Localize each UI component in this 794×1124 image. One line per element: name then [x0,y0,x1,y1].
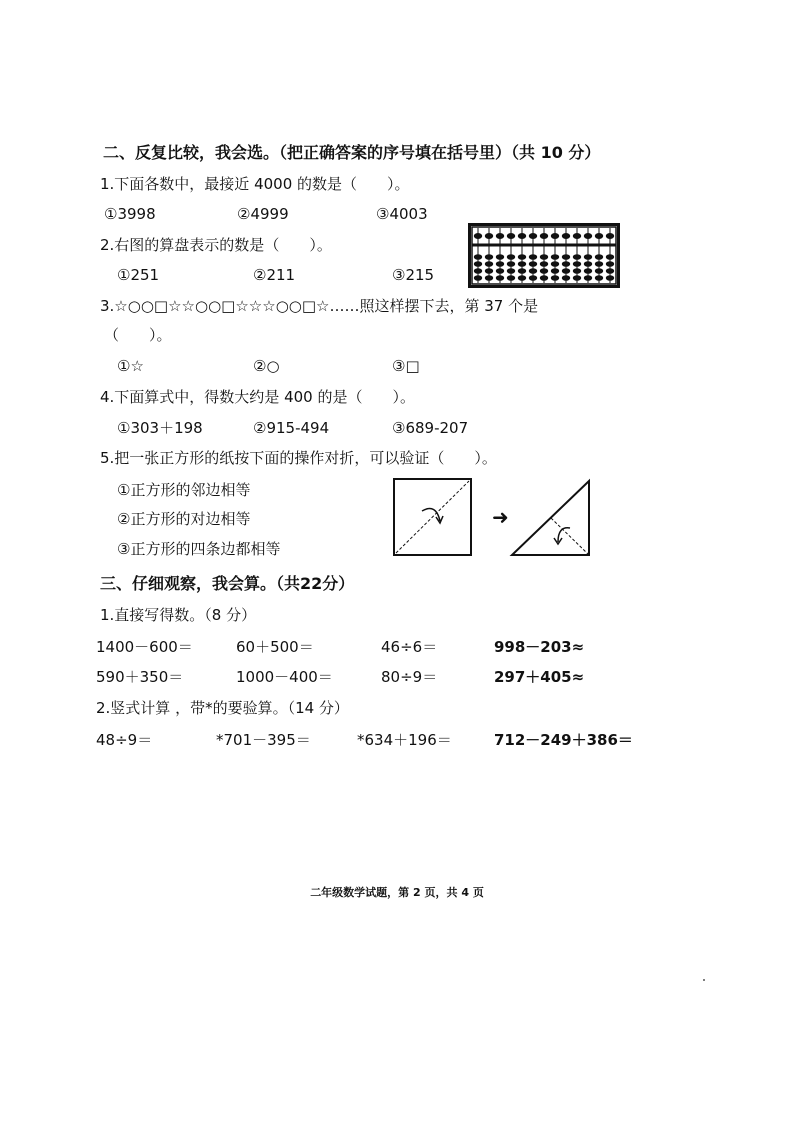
abacus-bead [540,233,548,239]
q4-option-3: ③689-207 [392,419,469,437]
abacus-bead [485,275,493,281]
abacus-bead [496,254,504,260]
abacus-bead [518,254,526,260]
abacus-bead [595,254,603,260]
abacus-bead [485,268,493,274]
abacus-bead [507,261,515,267]
abacus-bead [474,268,482,274]
abacus-bead [551,275,559,281]
abacus-bead [540,268,548,274]
abacus-bead [496,268,504,274]
abacus-bead [595,261,603,267]
q2-option-1: ①251 [117,266,160,284]
abacus-bead [485,233,493,239]
abacus-bead [496,275,504,281]
abacus-image [468,223,620,288]
abacus-bead [584,233,592,239]
vertical-calc-item3: *634＋196＝ [357,731,452,749]
vertical-calc-item1: 48÷9＝ [96,731,153,749]
abacus-bead [518,261,526,267]
q2-stem: 2.右图的算盘表示的数是（ ）。 [100,236,332,254]
abacus-bead [606,275,614,281]
abacus-bead [518,275,526,281]
calc-row1-item4: 998－203≈ [494,638,585,656]
abacus-bead [562,268,570,274]
abacus-bead [573,254,581,260]
q3-stem-line1: 3.☆○○□☆☆○○□☆☆☆○○□☆……照这样摆下去，第 37 个是 [100,297,539,315]
abacus-bead [562,275,570,281]
calc-row1-item2: 60＋500＝ [236,638,314,656]
abacus-bead [551,261,559,267]
abacus-bead [551,233,559,239]
abacus-bead [540,254,548,260]
section3-heading: 三、仔细观察，我会算。（共22分） [100,574,355,593]
abacus-bead [584,268,592,274]
speck [703,979,705,981]
abacus-bead [573,233,581,239]
calc-row1-item3: 46÷6＝ [381,638,438,656]
abacus-bead [573,275,581,281]
abacus-bead [606,268,614,274]
abacus-bead [540,275,548,281]
abacus-bead [474,233,482,239]
abacus-bead [606,261,614,267]
abacus-bead [529,268,537,274]
abacus-bead [496,233,504,239]
abacus-bead [562,233,570,239]
abacus-bead [595,275,603,281]
abacus-bead [595,233,603,239]
calc-row2-item1: 590＋350＝ [96,668,184,686]
q1-stem: 1.下面各数中，最接近 4000 的数是（ ）。 [100,175,410,193]
arrow-right-icon: ➜ [492,505,509,529]
abacus-bead [474,275,482,281]
abacus-bead [573,261,581,267]
abacus-bead [551,268,559,274]
abacus-bead [507,254,515,260]
abacus-bead [606,233,614,239]
vertical-calc-item4: 712－249＋386＝ [494,731,633,749]
q3-option-2: ②○ [253,357,280,375]
q4-option-2: ②915-494 [253,419,330,437]
vertical-calc-item2: *701－395＝ [216,731,311,749]
abacus-bead [496,261,504,267]
square-fold-diagram [392,477,474,557]
abacus-bead [474,254,482,260]
triangle-fold-diagram [508,478,592,558]
q5-stem: 5.把一张正方形的纸按下面的操作对折，可以验证（ ）。 [100,449,497,467]
calc-row2-item2: 1000－400＝ [236,668,333,686]
page-footer: 二年级数学试题，第 2 页，共 4 页 [310,886,484,899]
section3-part2-title: 2.竖式计算 ，带*的要验算。（14 分） [96,699,349,717]
abacus-bead [485,261,493,267]
abacus-bead [529,261,537,267]
q3-option-1: ①☆ [117,357,144,375]
calc-row2-item4: 297＋405≈ [494,668,585,686]
calc-row2-item3: 80÷9＝ [381,668,438,686]
abacus-bead [507,268,515,274]
abacus-bead [606,254,614,260]
section2-heading: 二、反复比较，我会选。（把正确答案的序号填在括号里）（共 10 分） [103,143,601,162]
section3-part1-title: 1.直接写得数。（8 分） [100,606,257,624]
abacus-bead [529,254,537,260]
q1-option-3: ③4003 [376,205,428,223]
abacus-bead [573,268,581,274]
abacus-bead [518,233,526,239]
q4-stem: 4.下面算式中，得数大约是 400 的是（ ）。 [100,388,415,406]
q5-option-3: ③正方形的四条边都相等 [117,540,281,558]
abacus-bead [584,254,592,260]
q4-option-1: ①303＋198 [117,419,203,437]
abacus-bead [562,254,570,260]
abacus-bead [529,233,537,239]
abacus-bead [540,261,548,267]
abacus-bead [584,261,592,267]
abacus-bead [474,261,482,267]
abacus-bead [485,254,493,260]
abacus-bead [551,254,559,260]
q1-option-1: ①3998 [104,205,156,223]
q5-option-2: ②正方形的对边相等 [117,510,251,528]
calc-row1-item1: 1400－600＝ [96,638,193,656]
q3-option-3: ③□ [392,357,420,375]
abacus-bead [529,275,537,281]
abacus-bead [507,275,515,281]
q5-option-1: ①正方形的邻边相等 [117,481,251,499]
abacus-bead [595,268,603,274]
abacus-bead [507,233,515,239]
q2-option-3: ③215 [392,266,435,284]
q3-stem-line2: （ ）。 [104,326,172,344]
q1-option-2: ②4999 [237,205,289,223]
abacus-bead [562,261,570,267]
abacus-bead [518,268,526,274]
abacus-bead [584,275,592,281]
q2-option-2: ②211 [253,266,296,284]
